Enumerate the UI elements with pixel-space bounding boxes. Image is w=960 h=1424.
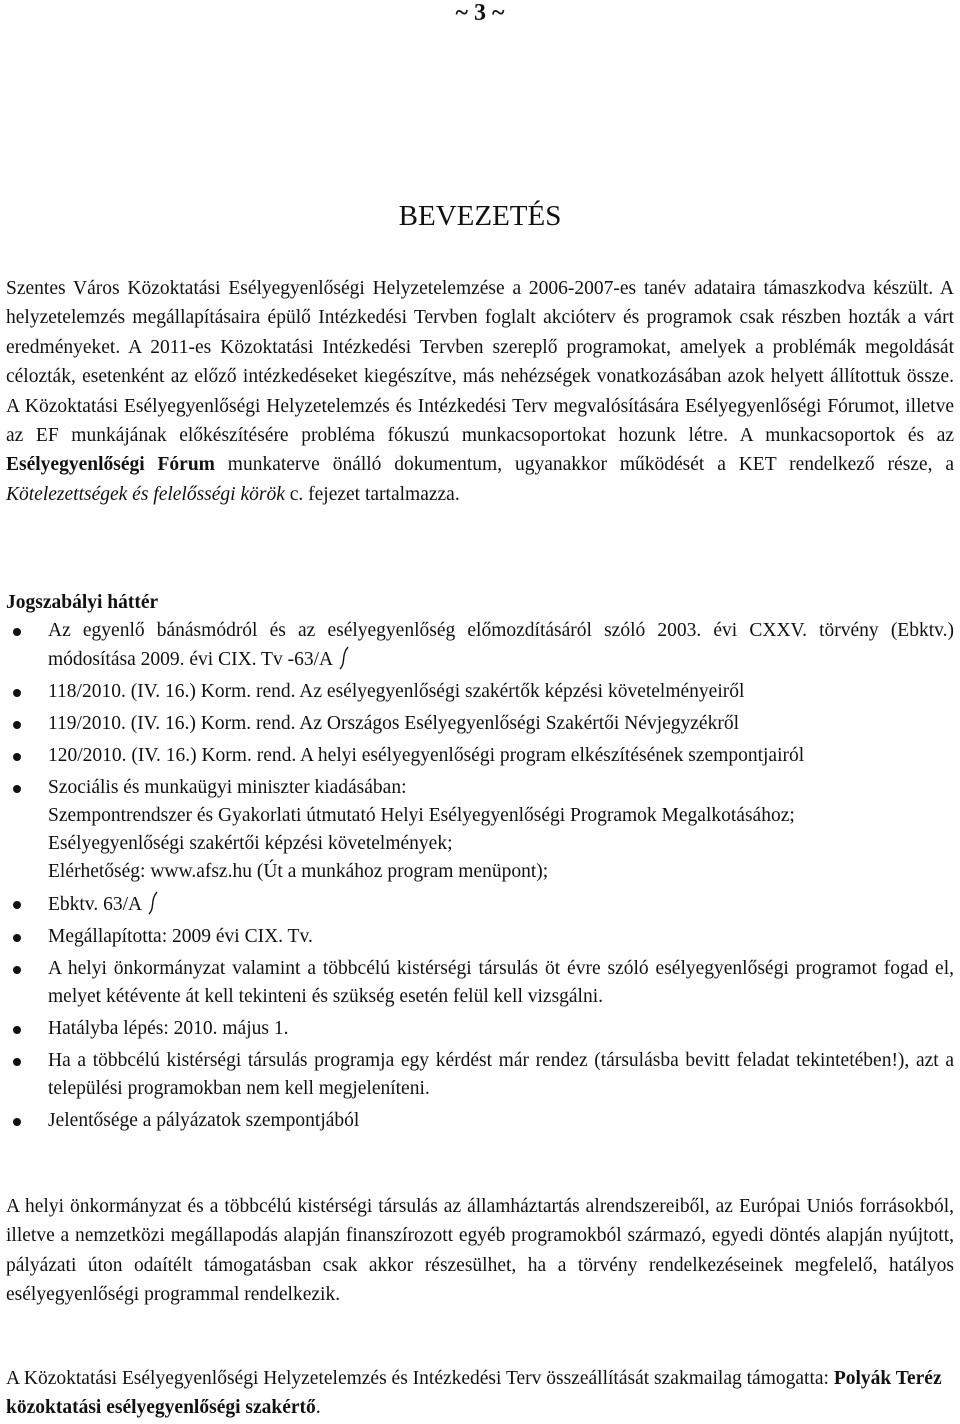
legal-item-text: Az egyenlő bánásmódról és az esélyegyenlőség előmozdításáról szóló 2003. évi CXXV. törvény (Ebktv.) módosítása 2009. évi CIX. Tv -63/A (48, 620, 954, 670)
page-title: BEVEZETÉS (398, 200, 562, 233)
legal-list-item (6, 742, 954, 770)
legal-item-text: Ha a többcélú kistérségi társulás programja egy kérdést már rendez (társulásba bevitt feladat tekintetében!), azt a települési programokban nem kell megjeleníteni. (48, 1050, 954, 1099)
closing-paragraph (6, 1364, 954, 1423)
legal-item-text: Hatályba lépés: 2010. május 1. (48, 1018, 289, 1039)
intro-paragraph (6, 274, 954, 509)
legal-list-item (6, 710, 954, 738)
legal-item-subline: Esélyegyenlőségi szakértői képzési követelmények; (48, 833, 453, 854)
intro-text-1: Szentes Város Közoktatási Esélyegyenlőségi Helyzetelemzése a 2006-2007-es tanév adataira támaszkodva készült. A helyzetelemzés megállapításaira épülő Intézkedési Tervben foglalt akcióterv és programok csak részben hozták a várt eredményeket. A 2011-es Közoktatási Intézkedési Tervben szereplő programokat, amelyek a problémák megoldását célozták, esetenként az előző intézkedéseket kiegészítve, más nehézségek vonatkozásában azok helyett állítottuk össze. A Közoktatási Esélyegyenlőségi Helyzetelemzés és Intézkedési Terv megvalósítására Esélyegyenlőségi Fórumot, illetve az EF munkájának előkészítésére probléma fókuszú munkacsoportokat hozunk létre. A munkacsoportok és az (6, 278, 954, 447)
legal-item-text: Szociális és munkaügyi miniszter kiadásában: (48, 777, 407, 798)
bullet-icon (13, 1058, 21, 1066)
bullet-icon (13, 753, 21, 761)
closing-text: A Közoktatási Esélyegyenlőségi Helyzetelemzés és Intézkedési Terv összeállítását szakmailag támogatta: (6, 1368, 834, 1389)
legal-list-item (6, 890, 954, 919)
legal-item-text: Megállapította: 2009 évi CIX. Tv. (48, 926, 313, 947)
bullet-icon (13, 785, 21, 793)
legal-list-item (6, 1015, 954, 1043)
legal-item-text: Ebktv. 63/A (48, 894, 141, 915)
legal-list-item (6, 955, 954, 1011)
bullet-icon (13, 628, 21, 636)
legal-list-item (6, 1047, 954, 1103)
bullet-icon (13, 1026, 21, 1034)
intro-italic-ref: Kötelezettségek és felelősségi körök (6, 483, 285, 505)
legal-item-text: A helyi önkormányzat valamint a többcélú kistérségi társulás öt évre szóló esélyegyenlőségi programot fogad el, melyet kétévente át kell tekinteni és szükség esetén felül kell vizsgálni. (48, 958, 954, 1007)
bullet-icon (13, 1118, 21, 1126)
bullet-icon (13, 901, 21, 909)
legal-item-text: Jelentősége a pályázatok szempontjából (48, 1110, 360, 1131)
legal-list-item (6, 1107, 954, 1135)
bullet-icon (13, 721, 21, 729)
relevance-paragraph: A helyi önkormányzat és a többcélú kistérségi társulás az államháztartás alrendszereiből, az Európai Uniós forrásokból, illetve a nemzetközi megállapodás alapján finanszírozott egyéb programokból származó, egyedi döntés alapján nyújtott, pályázati úton odaítélt támogatásban csak akkor részesülhet, ha a törvény rendelkezéseinek megfelelő, hatályos esélyegyenlőségi programmal rendelkezik. (6, 1196, 954, 1306)
legal-item-subline: Elérhetőség: www.afsz.hu (Út a munkához program menüpont); (48, 861, 549, 882)
legal-item-subline: Szempontrendszer és Gyakorlati útmutató Helyi Esélyegyenlőségi Programok Megalkotásához; (48, 805, 795, 826)
legal-list-item (6, 923, 954, 951)
section-sign-slash-icon (337, 645, 351, 671)
closing-end: . (315, 1397, 321, 1419)
legal-item-text: 120/2010. (IV. 16.) Korm. rend. A helyi esélyegyenlőségi program elkészítésének szempontjairól (48, 745, 805, 766)
intro-block (6, 274, 954, 509)
legal-list (6, 617, 954, 1139)
bullet-icon (13, 934, 21, 942)
legal-list-item (6, 678, 954, 706)
section-sign-slash-icon (146, 890, 160, 916)
intro-text-2: munkaterve önálló dokumentum, ugyanakkor működését a KET rendelkező része, a (214, 454, 954, 476)
legal-list-item (6, 617, 954, 674)
intro-text-3: c. fejezet tartalmazza. (284, 483, 460, 505)
closing-block (6, 1364, 954, 1423)
relevance-block (6, 1192, 954, 1310)
legal-item-text: 119/2010. (IV. 16.) Korm. rend. Az Országos Esélyegyenlőségi Szakértői Névjegyzékről (48, 713, 739, 734)
bullet-icon (13, 689, 21, 697)
section-title: Jogszabályi háttér (6, 592, 159, 613)
page-number: ~ 3 ~ (455, 0, 505, 26)
bullet-icon (13, 966, 21, 974)
legal-list-item (6, 774, 954, 886)
expert-name: Polyák Teréz közoktatási esélyegyenlőségi szakértő (6, 1368, 942, 1419)
intro-forum-bold: Esélyegyenlőségi Fórum (6, 454, 215, 476)
legal-item-text: 118/2010. (IV. 16.) Korm. rend. Az esélyegyenlőségi szakértők képzési követelményeiről (48, 681, 745, 702)
